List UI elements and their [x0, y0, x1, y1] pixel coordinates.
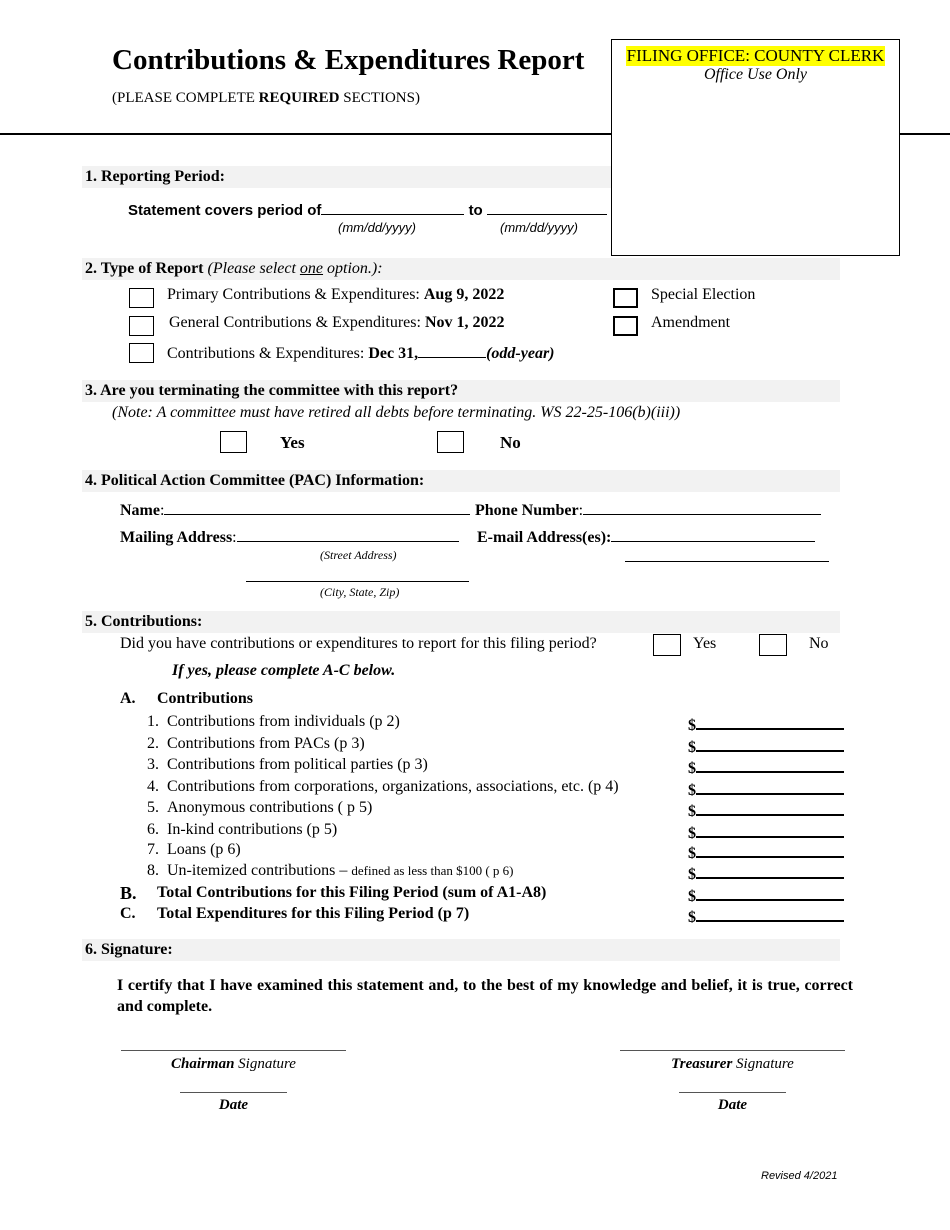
special-election-checkbox[interactable]	[613, 288, 638, 308]
treasurer-signature-label: Treasurer Signature	[671, 1056, 794, 1072]
pac-email-row: E-mail Address(es):	[477, 525, 815, 547]
pac-street-field[interactable]	[237, 525, 459, 542]
contributions-instruction: If yes, please complete A-C below.	[172, 662, 396, 679]
section-3-header: 3. Are you terminating the committee with this report?	[82, 380, 840, 402]
section-a-letter: A.	[120, 690, 136, 707]
total-contributions-label: Total Contributions for this Filing Period (sum of A1-A8)	[157, 884, 547, 901]
page-subtitle: (PLEASE COMPLETE REQUIRED SECTIONS)	[112, 90, 420, 106]
terminate-no-checkbox[interactable]	[437, 431, 464, 453]
general-checkbox[interactable]	[129, 316, 154, 336]
chairman-signature-field[interactable]	[121, 1050, 346, 1051]
list-item: 8. Un-itemized contributions – defined as less than $100 ( p 6)	[147, 862, 514, 879]
city-state-zip-hint: (City, State, Zip)	[320, 585, 400, 599]
terminate-yes-label: Yes	[280, 433, 305, 452]
amount-field-loans[interactable]: $	[688, 841, 844, 863]
list-item: 7. Loans (p 6)	[147, 841, 241, 858]
list-item: 1. Contributions from individuals (p 2)	[147, 713, 400, 730]
amount-field-corporations[interactable]: $	[688, 778, 844, 800]
page-title: Contributions & Expenditures Report	[112, 44, 585, 76]
contributions-yes-label: Yes	[693, 635, 717, 652]
pac-mailing-row: Mailing Address:	[120, 525, 459, 547]
section-b-letter: B.	[120, 883, 137, 903]
terminate-no-label: No	[500, 433, 521, 452]
period-start-field[interactable]	[321, 198, 464, 215]
amount-field-total-contributions[interactable]: $	[688, 884, 844, 906]
odd-year-field[interactable]	[418, 341, 486, 358]
terminating-note: (Note: A committee must have retired all debts before terminating. WS 22-25-106(b)(iii))	[112, 404, 681, 421]
section-a-title: Contributions	[157, 690, 254, 707]
pac-email-field[interactable]	[611, 525, 815, 542]
list-item: 6. In-kind contributions (p 5)	[147, 821, 338, 838]
amount-field-total-expenditures[interactable]: $	[688, 905, 844, 927]
section-2-header: 2. Type of Report (Please select one option.):	[82, 258, 840, 280]
contributions-no-checkbox[interactable]	[759, 634, 787, 656]
odd-year-option-label: Contributions & Expenditures: Dec 31, (odd-year)	[167, 341, 555, 363]
section-5-header: 5. Contributions:	[82, 611, 840, 633]
contributions-question: Did you have contributions or expenditures to report for this filing period?	[120, 635, 597, 652]
amendment-label: Amendment	[651, 314, 731, 331]
street-address-hint: (Street Address)	[320, 548, 397, 562]
list-item: 4. Contributions from corporations, organizations, associations, etc. (p 4)	[147, 778, 619, 795]
pac-city-field[interactable]	[246, 581, 469, 582]
amount-field-anonymous[interactable]: $	[688, 799, 844, 821]
list-item: 3. Contributions from political parties (p 3)	[147, 756, 428, 773]
odd-year-checkbox[interactable]	[129, 343, 154, 363]
pac-name-field[interactable]	[164, 498, 470, 515]
filing-office-label: FILING OFFICE: COUNTY CLERK	[626, 46, 885, 65]
reporting-period-row: Statement covers period of to	[128, 198, 607, 219]
chairman-signature-label: Chairman Signature	[171, 1056, 296, 1072]
amount-field-individuals[interactable]: $	[688, 713, 844, 735]
treasurer-signature-field[interactable]	[620, 1050, 845, 1051]
primary-checkbox[interactable]	[129, 288, 154, 308]
treasurer-date-field[interactable]	[679, 1092, 786, 1093]
list-item: 5. Anonymous contributions ( p 5)	[147, 799, 373, 816]
revision-note: Revised 4/2021	[761, 1170, 838, 1182]
list-item: 2. Contributions from PACs (p 3)	[147, 735, 365, 752]
chairman-date-label: Date	[218, 1097, 249, 1113]
general-option-label: General Contributions & Expenditures: Nov 1, 2022	[169, 314, 505, 331]
contributions-no-label: No	[809, 635, 829, 652]
amendment-checkbox[interactable]	[613, 316, 638, 336]
pac-phone-row: Phone Number:	[475, 498, 821, 520]
office-use-only-label: Office Use Only	[703, 66, 808, 83]
date-format-hint-1: (mm/dd/yyyy)	[338, 220, 416, 235]
office-use-box	[611, 39, 900, 256]
amount-field-parties[interactable]: $	[688, 756, 844, 778]
treasurer-date-label: Date	[717, 1097, 748, 1113]
primary-option-label: Primary Contributions & Expenditures: Aug 9, 2022	[167, 286, 505, 303]
special-election-label: Special Election	[651, 286, 756, 303]
date-format-hint-2: (mm/dd/yyyy)	[500, 220, 578, 235]
amount-field-pacs[interactable]: $	[688, 735, 844, 757]
chairman-date-field[interactable]	[180, 1092, 287, 1093]
pac-email-field-2[interactable]	[625, 561, 829, 562]
period-end-field[interactable]	[487, 198, 607, 215]
pac-phone-field[interactable]	[583, 498, 821, 515]
section-4-header: 4. Political Action Committee (PAC) Information:	[82, 470, 840, 492]
amount-field-in-kind[interactable]: $	[688, 821, 844, 843]
amount-field-unitemized[interactable]: $	[688, 862, 844, 884]
section-6-header: 6. Signature:	[82, 939, 840, 961]
contributions-yes-checkbox[interactable]	[653, 634, 681, 656]
total-expenditures-label: Total Expenditures for this Filing Period (p 7)	[157, 905, 470, 922]
section-c-letter: C.	[120, 905, 136, 922]
section-1-header: 1. Reporting Period:	[82, 166, 840, 188]
pac-name-row: Name:	[120, 498, 470, 520]
certification-statement: I certify that I have examined this statement and, to the best of my knowledge and belief, it is true, correct and complete.	[117, 977, 853, 1015]
terminate-yes-checkbox[interactable]	[220, 431, 247, 453]
